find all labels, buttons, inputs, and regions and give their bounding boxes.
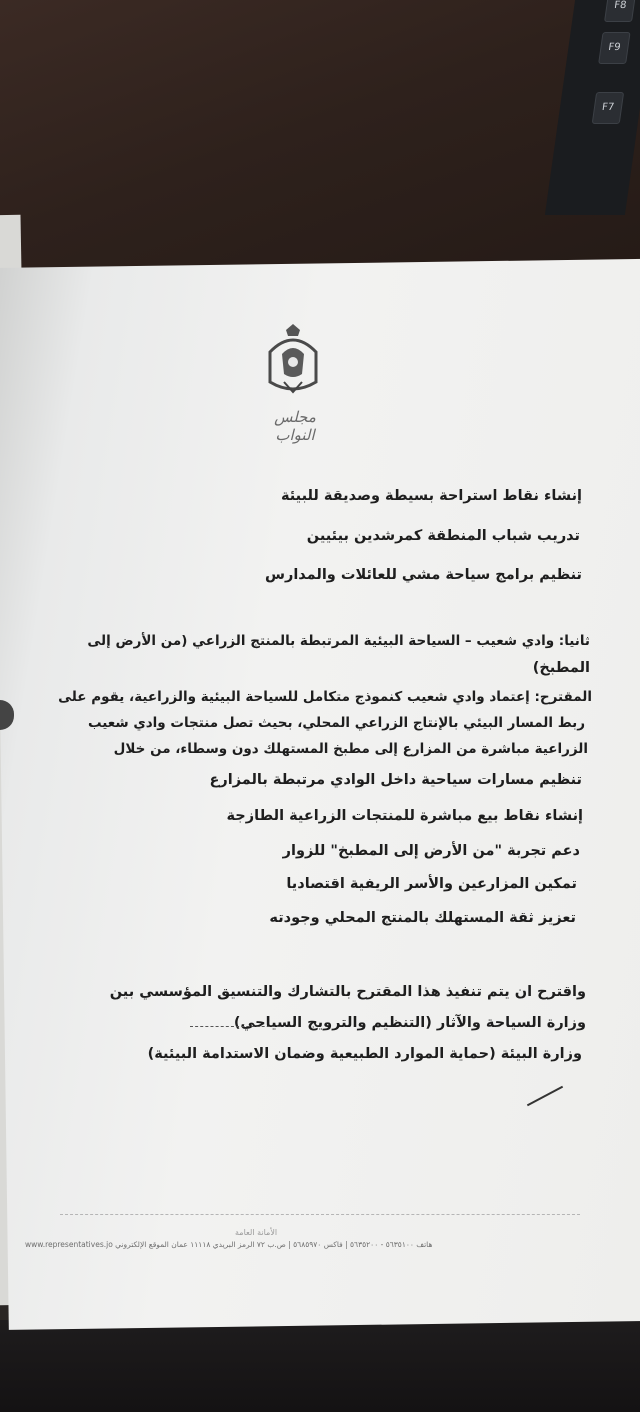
section-heading: ثانيا: وادي شعيب – السياحة البيئية المرتبطة بالمنتج الزراعي (من الأرض إلى: [87, 633, 590, 649]
closing-text: واقترح ان يتم تنفيذ هذا المقترح بالتشارك والتنسيق المؤسسي بين: [109, 984, 586, 1000]
section-heading: المطبخ): [532, 660, 590, 676]
list-item: تنظيم مسارات سياحية داخل الوادي مرتبطة بالمزارع: [209, 772, 582, 788]
proposal-text: ربط المسار البيئي بالإنتاج الزراعي المحلي، بحيث تصل منتجات وادي شعيب: [87, 715, 585, 731]
proposal-text: الزراعية مباشرة من المزارع إلى مطبخ المستهلك دون وسطاء، من خلال: [113, 741, 588, 757]
list-item: تعزيز ثقة المستهلك بالمنتج المحلي وجودته: [269, 910, 576, 926]
footer-mark: الأمانة العامة: [235, 1228, 278, 1237]
closing-text: وزارة السياحة والآثار (التنظيم والترويج السياحي): [233, 1015, 586, 1031]
list-item: تمكين المزارعين والأسر الريفية اقتصاديا: [286, 876, 577, 892]
keyboard-key: F8: [604, 0, 636, 22]
text-line: إنشاء نقاط استراحة بسيطة وصديقة للبيئة: [280, 488, 582, 504]
list-item: إنشاء نقاط بيع مباشرة للمنتجات الزراعية الطازجة: [226, 808, 583, 824]
council-name: مجلس النواب: [274, 408, 316, 444]
text-line: تنظيم برامج سياحة مشي للعائلات والمدارس: [264, 567, 582, 583]
proposal-text: المقترح: إعتماد وادي شعيب كنموذج متكامل للسياحة البيئية والزراعية، يقوم على: [58, 689, 592, 705]
closing-text: وزارة البيئة (حماية الموارد الطبيعية وضمان الاستدامة البيئية): [147, 1046, 582, 1062]
floor-background: [0, 1320, 640, 1412]
list-item: دعم تجربة "من الأرض إلى المطبخ" للزوار: [282, 843, 580, 859]
handwritten-dash: [190, 1026, 280, 1027]
keyboard-key: F7: [592, 92, 624, 124]
jordan-coat-of-arms-icon: [262, 322, 324, 402]
desk-background: [0, 0, 640, 300]
text-line: تدريب شباب المنطقة كمرشدين بيئيين: [306, 528, 580, 544]
keyboard-key: F9: [598, 32, 630, 64]
footer-contact: هاتف ٥٦٣٥١٠٠ - ٥٦٣٥٢٠٠ | فاكس ٥٦٨٥٩٧٠ | ص.ب ٧٢ الرمز البريدي ١١١١٨ عمان الموقع الإلكتروني www.representatives.jo: [25, 1240, 433, 1249]
footer-divider: [60, 1214, 580, 1215]
